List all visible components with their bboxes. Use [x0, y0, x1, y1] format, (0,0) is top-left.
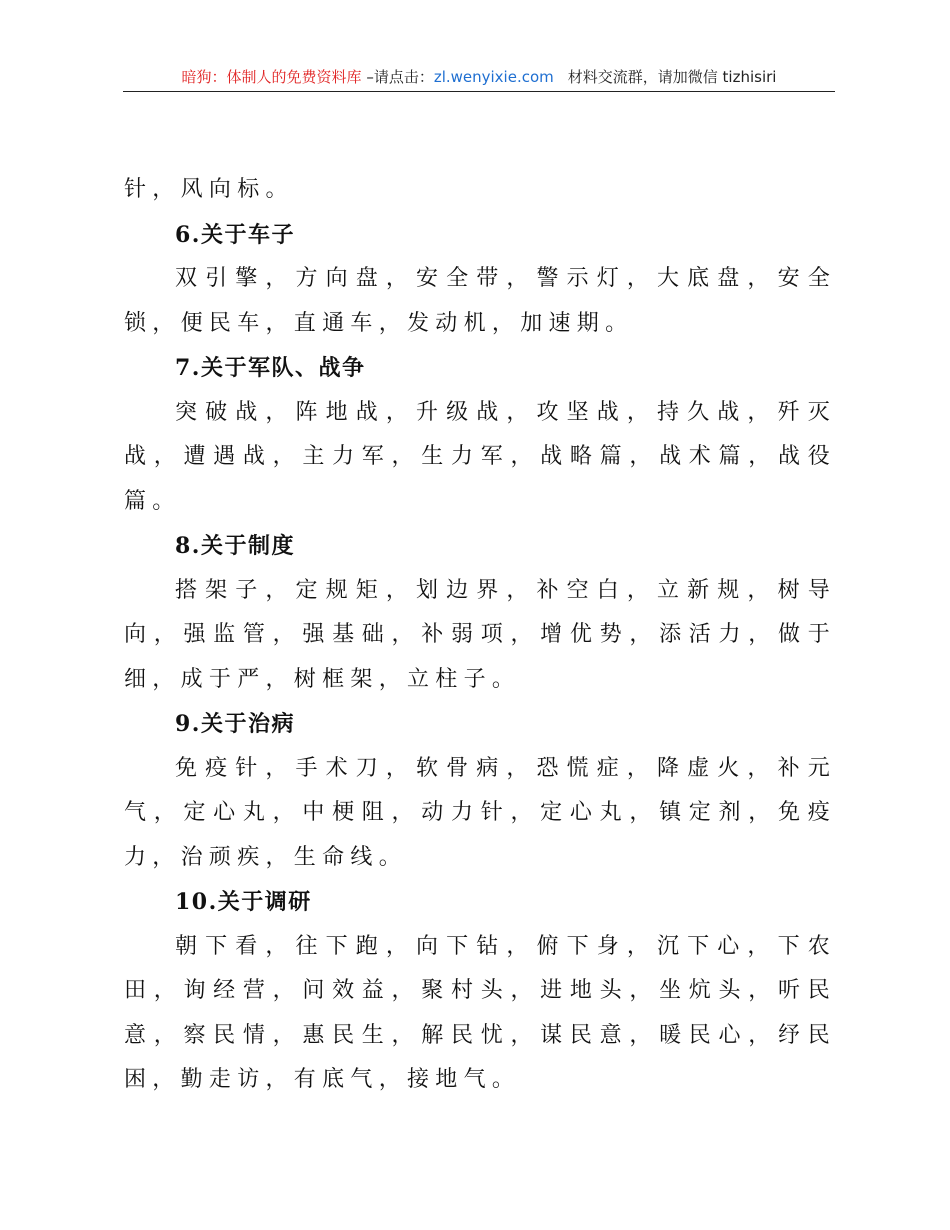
section-heading: 6.关于车子: [175, 221, 295, 248]
section-military: [124, 346, 836, 524]
page-header: [123, 66, 835, 90]
document-body: [124, 168, 836, 1103]
section-heading: 9.关于治病: [175, 711, 295, 737]
section-heading: 8.关于制度: [175, 533, 295, 559]
header-click-prompt: –请点击：: [361, 68, 434, 86]
section-paragraph: 朝下看，往下跑，向下钻，俯下身，沉下心，下农田，询经营，问效益，聚村头，进地头，坐炕头，听民意，察民情，惠民生，解民忧，谋民意，暖民心，纾民困，勤走访，有底气，接地气。: [124, 933, 836, 1092]
section-cars: [124, 213, 836, 347]
header-group-note: 材料交流群，请加微信 tizhisiri: [567, 68, 777, 86]
header-url-link[interactable]: zl.wenyixie.com: [433, 68, 554, 86]
section-paragraph: 搭架子，定规矩，划边界，补空白，立新规，树导向，强监管，强基础，补弱项，增优势，添活力，做于细，成于严，树框架，立柱子。: [124, 577, 836, 692]
section-paragraph: 免疫针，手术刀，软骨病，恐慌症，降虚火，补元气，定心丸，中梗阻，动力针，定心丸，镇定剂，免疫力，治顽疾，生命线。: [124, 755, 836, 870]
section-institutions: [124, 524, 836, 702]
section-heading: 7.关于军队、战争: [175, 355, 366, 381]
header-divider: [123, 91, 835, 92]
continuation-paragraph: 针，风向标。: [124, 177, 294, 202]
section-paragraph: 双引擎，方向盘，安全带，警示灯，大底盘，安全锁，便民车，直通车，发动机，加速期。: [124, 266, 836, 336]
section-medicine: [124, 702, 836, 880]
section-research: [124, 880, 836, 1103]
header-brand: 暗狗：体制人的免费资料库: [181, 68, 362, 86]
section-paragraph: 突破战，阵地战，升级战，攻坚战，持久战，歼灭战，遭遇战，主力军，生力军，战略篇，战术篇，战役篇。: [124, 399, 836, 514]
section-heading: 10.关于调研: [175, 889, 312, 915]
